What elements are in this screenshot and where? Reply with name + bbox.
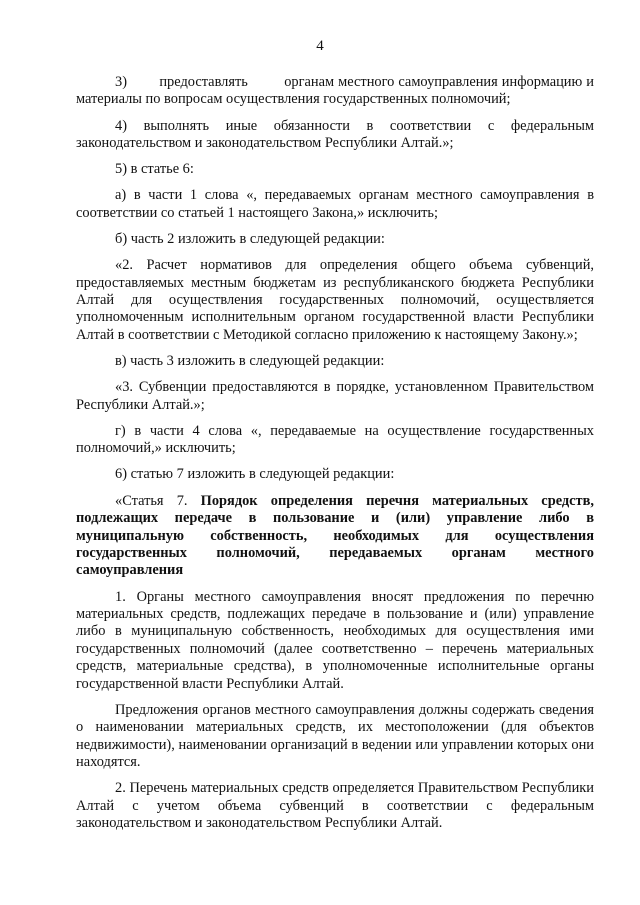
- article-7-prefix: «Статья 7.: [115, 492, 201, 509]
- article-7-heading: [76, 493, 594, 580]
- article-7-title: Порядок определения перечня материальных средств, подлежащих передаче в пользование и (или) управление либо в муниципальную собственность, необходимых для осуществления государственных полномочий, передаваемых органам местного самоуправления: [76, 492, 594, 579]
- paragraph-amend-part-3: в) часть 3 изложить в следующей редакции:: [115, 353, 385, 370]
- paragraph-item-4: 4) выполнять иные обязанности в соответствии с федеральным законодательством и законодательством Республики Алтай.»;: [76, 117, 594, 152]
- page-number: 4: [316, 38, 324, 54]
- document-body: [76, 74, 594, 841]
- paragraph-part-3-text: «3. Субвенции предоставляются в порядке, установленном Правительством Республики Алтай.»;: [76, 379, 594, 413]
- article-7-clause-1-continued: Предложения органов местного самоуправления должны содержать сведения о наименовании материальных средств, их местоположении (для объектов недвижимости), наименовании организаций в ведении или управлении которых они находятся.: [76, 701, 594, 770]
- paragraph-amend-part-2: б) часть 2 изложить в следующей редакции:: [115, 231, 385, 248]
- paragraph-amend-part-1: а) в части 1 слова «, передаваемых органам местного самоуправления в соответствии со статьей 1 настоящего Закона,» исключить;: [76, 187, 594, 221]
- paragraph-amend-part-4: г) в части 4 слова «, передаваемые на осуществление государственных полномочий,» исключить;: [76, 422, 594, 457]
- paragraph-amend-article-7: 6) статью 7 изложить в следующей редакции:: [115, 466, 395, 483]
- article-7-clause-2: 2. Перечень материальных средств определяется Правительством Республики Алтай с учетом объема субвенций в соответствии с федеральным законодательством и законодательством Республики Алтай.: [76, 780, 594, 831]
- paragraph-amend-article-6: 5) в статье 6:: [115, 161, 194, 178]
- paragraph-item-3: 3) предоставлять органам местного самоуправления информацию и материалы по вопросам осуществления государственных полномочий;: [76, 74, 594, 108]
- article-7-clause-1: 1. Органы местного самоуправления вносят предложения по перечню материальных средств, подлежащих передаче в пользование и (или) управление либо в муниципальную собственность, необходимых для осуществления ими государственных полномочий (далее соответственно – перечень материальных средств, материальные средства), в уполномоченные исполнительные органы государственной власти Республики Алтай.: [76, 588, 594, 692]
- paragraph-part-2-text: «2. Расчет нормативов для определения общего объема субвенций, предоставляемых местным бюджетам из республиканского бюджета Республики Алтай для осуществления государственных полномочий, осуществляется уполномоченным исполнительным органом государственной власти Республики Алтай в соответствии с Методикой согласно приложению к настоящему Закону.»;: [76, 257, 594, 343]
